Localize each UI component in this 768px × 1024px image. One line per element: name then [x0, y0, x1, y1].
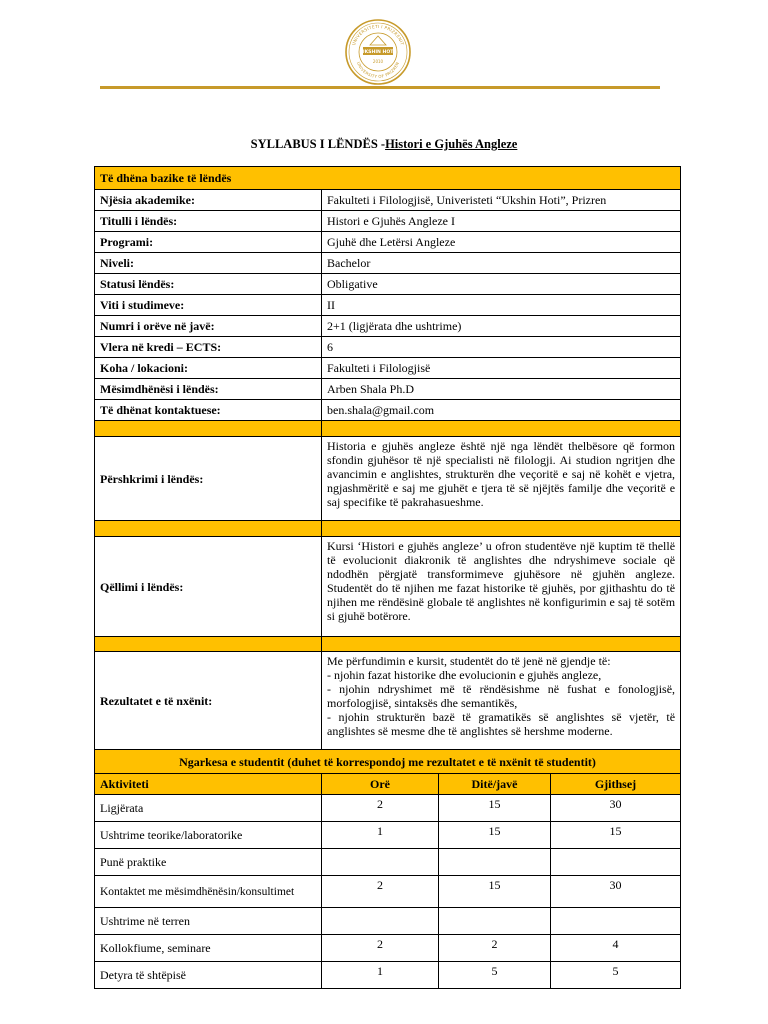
- workload-row: [95, 908, 681, 935]
- field-value: Fakulteti i Filologjisë, Univeristeti “Ukshin Hoti”, Prizren: [322, 190, 681, 211]
- workload-columns-row: [95, 774, 681, 795]
- title-subject: Histori e Gjuhës Angleze: [385, 137, 518, 151]
- outcome-item: - njohin ndryshimet më të rëndësishme në fushat e fonologjisë, morfologjisë, sintaksës dhe semantikës,: [327, 682, 676, 710]
- activity-hours: 1: [322, 822, 439, 849]
- table-row: [95, 274, 681, 295]
- syllabus-table: [94, 166, 681, 989]
- workload-row: [95, 962, 681, 989]
- activity-total: 5: [551, 962, 681, 989]
- description-text: Historia e gjuhës angleze është një nga lëndët thelbësore që formon sfondin gjuhësor të një specialisti në filologji. Ai studion ngritjen dhe avancimin e anglishtes, strukturën dhe veçoritë e saj në kohët e vjetra, ngjashmëritë e saj me gjuhët e tjera të së njëjtës familje dhe veçoritë e saj specifike të pakrahasueshme.: [322, 437, 681, 521]
- university-seal: [344, 18, 412, 86]
- field-value: Gjuhë dhe Letërsi Angleze: [322, 232, 681, 253]
- table-row: [95, 337, 681, 358]
- field-value: Fakulteti i Filologjisë: [322, 358, 681, 379]
- field-label: Niveli:: [95, 253, 322, 274]
- spacer-row: [95, 521, 681, 537]
- outcomes-intro: Me përfundimin e kursit, studentët do të jenë në gjendje të:: [327, 654, 611, 668]
- table-row: [95, 379, 681, 400]
- table-row: [95, 400, 681, 421]
- activity-hours: 1: [322, 962, 439, 989]
- field-value: Obligative: [322, 274, 681, 295]
- field-label: Programi:: [95, 232, 322, 253]
- field-value: II: [322, 295, 681, 316]
- workload-row: [95, 876, 681, 908]
- column-header-activity: Aktiviteti: [95, 774, 322, 795]
- field-label: Vlera në kredi – ECTS:: [95, 337, 322, 358]
- activity-days: 15: [439, 876, 551, 908]
- svg-text:UNIVERSITETI I PRIZRENIT: [351, 24, 405, 46]
- field-value: 2+1 (ligjërata dhe ushtrime): [322, 316, 681, 337]
- table-row: [95, 358, 681, 379]
- field-value: 6: [322, 337, 681, 358]
- activity-name: Kollokfiume, seminare: [95, 935, 322, 962]
- field-label: Koha / lokacioni:: [95, 358, 322, 379]
- spacer-row: [95, 637, 681, 652]
- field-value: Bachelor: [322, 253, 681, 274]
- activity-name: Ligjërata: [95, 795, 322, 822]
- activity-hours: 2: [322, 795, 439, 822]
- activity-days: 2: [439, 935, 551, 962]
- goal-label: Qëllimi i lëndës:: [95, 537, 322, 637]
- column-header-days: Ditë/javë: [439, 774, 551, 795]
- outcomes-content: [322, 652, 681, 750]
- field-label: Mësimdhënësi i lëndës:: [95, 379, 322, 400]
- field-label: Numri i orëve në javë:: [95, 316, 322, 337]
- field-label: Të dhënat kontaktuese:: [95, 400, 322, 421]
- activity-name: Detyra të shtëpisë: [95, 962, 322, 989]
- workload-header-row: [95, 750, 681, 774]
- table-row: [95, 232, 681, 253]
- activity-total: 15: [551, 822, 681, 849]
- column-header-total: Gjithsej: [551, 774, 681, 795]
- field-label: Titulli i lëndës:: [95, 211, 322, 232]
- field-value: Histori e Gjuhës Angleze I: [322, 211, 681, 232]
- column-header-hours: Orë: [322, 774, 439, 795]
- activity-hours: 2: [322, 935, 439, 962]
- document-title: [0, 137, 768, 152]
- outcome-item: - njohin strukturën bazë të gramatikës së anglishtes së vjetër, të anglishtes së mesme dhe të anglishtes së hershme moderne.: [327, 710, 676, 738]
- activity-total: [551, 849, 681, 876]
- activity-total: [551, 908, 681, 935]
- seal-text-bottom: UNIVERSITY OF PRIZREN: [355, 61, 401, 80]
- field-value: ben.shala@gmail.com: [322, 400, 681, 421]
- description-row: [95, 437, 681, 521]
- goal-row: [95, 537, 681, 637]
- table-row: [95, 295, 681, 316]
- basic-info-header-row: [95, 167, 681, 190]
- goal-text: Kursi ‘Histori e gjuhës angleze’ u ofron studentëve një kuptim të thellë të evolucionit diakronik të anglishtes dhe ndryshimeve sociale që ndodhën përgjatë transformimeve gjuhësore në gjuhën angleze. Studentët do të njihen me fazat historike të gjuhës, por gjithashtu do të njihen me rëndësinë globale të anglishtes në konfigurimin e saj të sotëm si gjuhë botërore.: [322, 537, 681, 637]
- activity-hours: [322, 849, 439, 876]
- description-label: Përshkrimi i lëndës:: [95, 437, 322, 521]
- activity-total: 4: [551, 935, 681, 962]
- activity-hours: [322, 908, 439, 935]
- field-label: Statusi lëndës:: [95, 274, 322, 295]
- workload-row: [95, 849, 681, 876]
- activity-total: 30: [551, 876, 681, 908]
- table-row: [95, 211, 681, 232]
- workload-row: [95, 822, 681, 849]
- outcomes-label: Rezultatet e të nxënit:: [95, 652, 322, 750]
- workload-heading: Ngarkesa e studentit (duhet të korrespondoj me rezultatet e të nxënit të studentit): [95, 750, 681, 774]
- title-prefix: SYLLABUS I LËNDËS -: [250, 137, 386, 151]
- basic-info-heading: Të dhëna bazike të lëndës: [95, 167, 681, 190]
- activity-name: Punë praktike: [95, 849, 322, 876]
- spacer-row: [95, 421, 681, 437]
- activity-days: [439, 849, 551, 876]
- table-row: [95, 316, 681, 337]
- activity-days: [439, 908, 551, 935]
- activity-days: 15: [439, 822, 551, 849]
- outcomes-row: [95, 652, 681, 750]
- header-rule: [100, 86, 660, 89]
- field-label: Njësia akademike:: [95, 190, 322, 211]
- activity-days: 15: [439, 795, 551, 822]
- workload-row: [95, 935, 681, 962]
- workload-row: [95, 795, 681, 822]
- outcome-item: - njohin fazat historike dhe evolucionin e gjuhës angleze,: [327, 668, 602, 682]
- table-row: [95, 253, 681, 274]
- activity-days: 5: [439, 962, 551, 989]
- activity-name: Ushtrime në terren: [95, 908, 322, 935]
- table-row: [95, 190, 681, 211]
- seal-year: 2010: [372, 59, 384, 64]
- seal-text-mid: UKSHIN HOTI: [360, 50, 396, 55]
- activity-total: 30: [551, 795, 681, 822]
- seal-text-top: UNIVERSITETI I PRIZRENIT: [351, 23, 405, 46]
- field-label: Viti i studimeve:: [95, 295, 322, 316]
- activity-name: Kontaktet me mësimdhënësin/konsultimet: [95, 876, 322, 908]
- field-value: Arben Shala Ph.D: [322, 379, 681, 400]
- activity-hours: 2: [322, 876, 439, 908]
- activity-name: Ushtrime teorike/laboratorike: [95, 822, 322, 849]
